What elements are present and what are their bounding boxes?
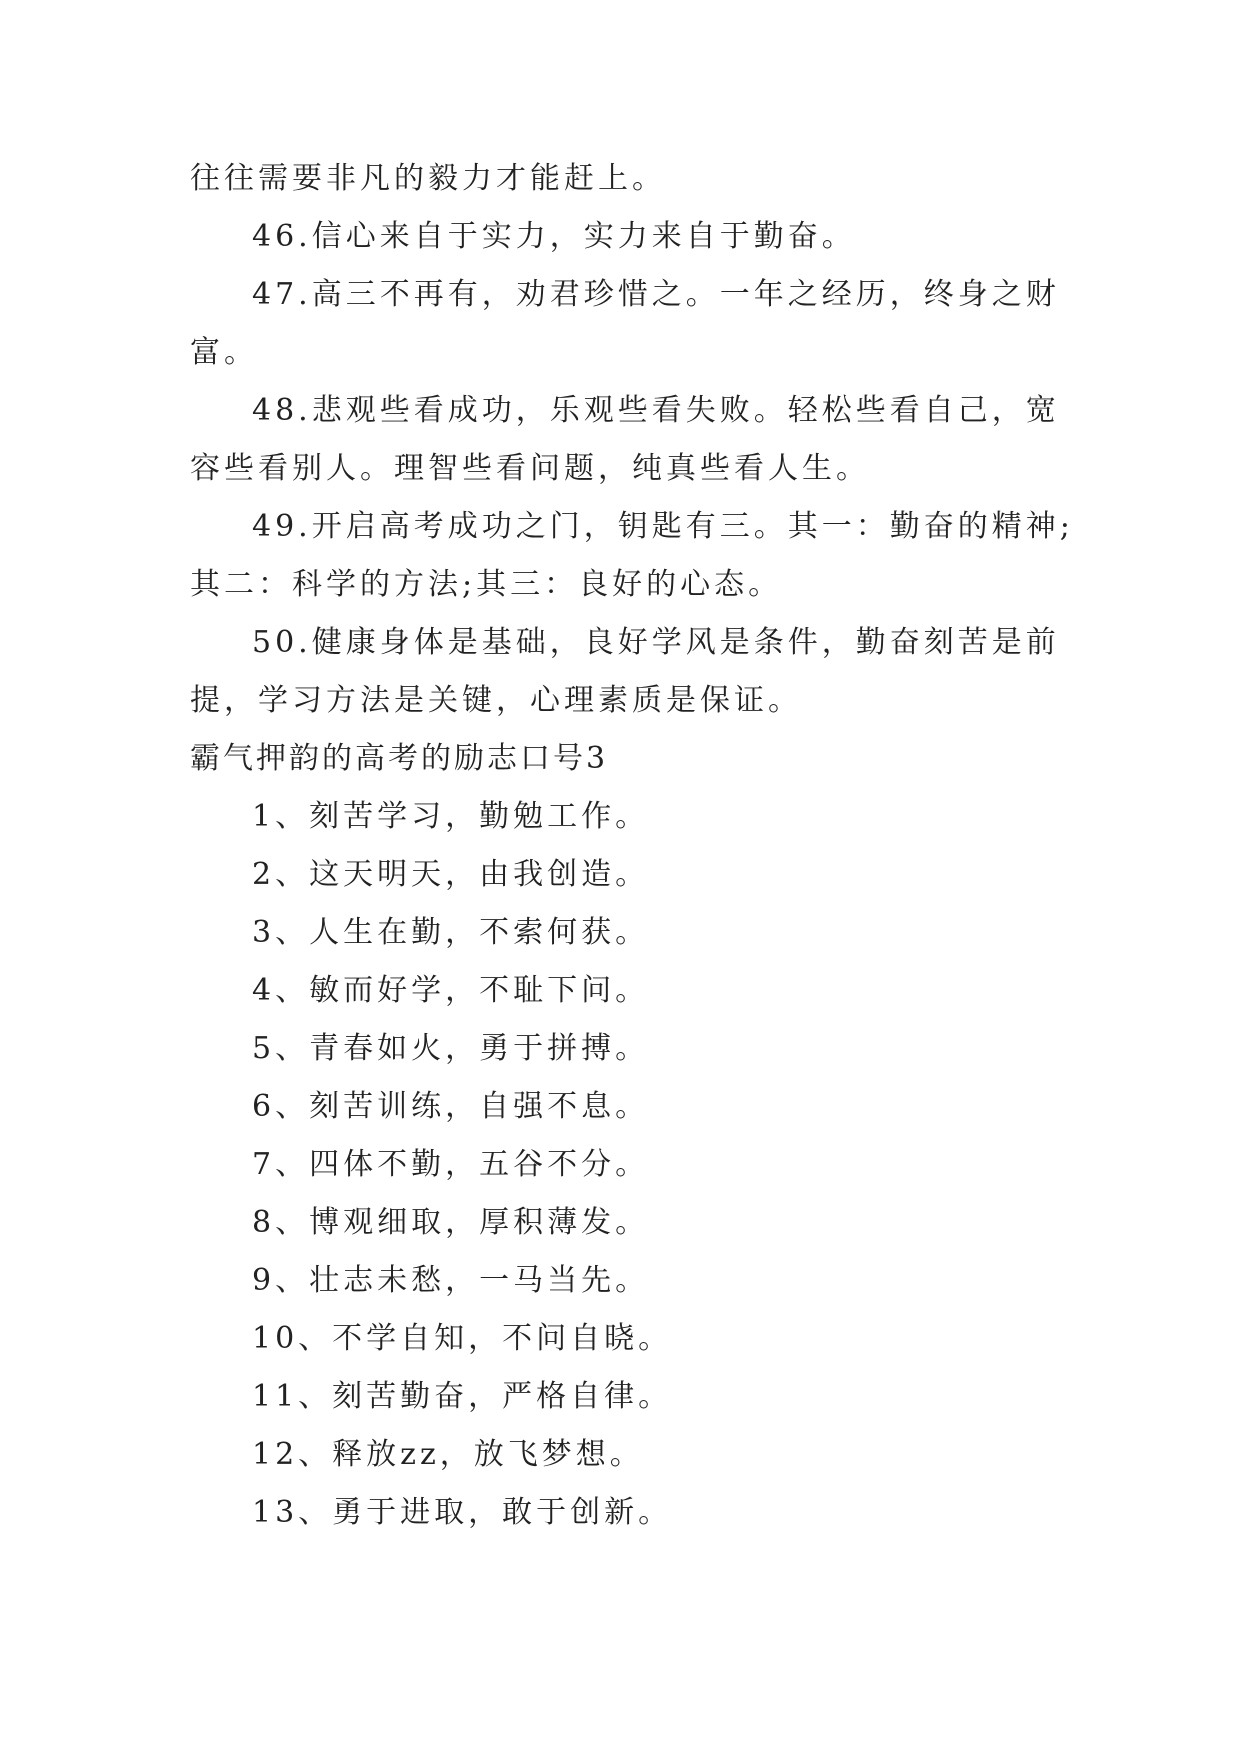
document-body — [190, 150, 1074, 1542]
list-item: 4、敏而好学，不耻下问。 — [252, 973, 650, 1008]
text-line: 48.悲观些看成功，乐观些看失败。轻松些看自己，宽 — [252, 393, 1060, 428]
text-line: 富。 — [190, 335, 258, 370]
text-line: 47.高三不再有，劝君珍惜之。一年之经历，终身之财 — [252, 277, 1060, 312]
list-item: 3、人生在勤，不索何获。 — [252, 915, 650, 950]
text-line: 50.健康身体是基础，良好学风是条件，勤奋刻苦是前 — [252, 625, 1060, 660]
list-item: 6、刻苦训练，自强不息。 — [252, 1089, 650, 1124]
text-line: 其二：科学的方法;其三：良好的心态。 — [190, 567, 783, 602]
list-item: 12、释放zz，放飞梦想。 — [252, 1437, 644, 1472]
list-item: 1、刻苦学习，勤勉工作。 — [252, 799, 650, 834]
text-line: 提，学习方法是关键，心理素质是保证。 — [190, 683, 802, 718]
list-item: 5、青春如火，勇于拼搏。 — [252, 1031, 650, 1066]
text-line: 49.开启高考成功之门，钥匙有三。其一：勤奋的精神; — [252, 509, 1074, 544]
list-item: 7、四体不勤，五谷不分。 — [252, 1147, 650, 1182]
list-item: 8、博观细取，厚积薄发。 — [252, 1205, 650, 1240]
text-line: 46.信心来自于实力，实力来自于勤奋。 — [252, 219, 856, 254]
section-heading: 霸气押韵的高考的励志口号3 — [190, 741, 609, 776]
text-line: 容些看别人。理智些看问题，纯真些看人生。 — [190, 451, 870, 486]
text-line: 往往需要非凡的毅力才能赶上。 — [190, 161, 666, 196]
list-item: 9、壮志未愁，一马当先。 — [252, 1263, 650, 1298]
list-item: 2、这天明天，由我创造。 — [252, 857, 650, 892]
list-item: 10、不学自知，不问自晓。 — [252, 1321, 673, 1356]
list-item: 11、刻苦勤奋，严格自律。 — [252, 1379, 673, 1414]
list-item: 13、勇于进取，敢于创新。 — [252, 1495, 673, 1530]
